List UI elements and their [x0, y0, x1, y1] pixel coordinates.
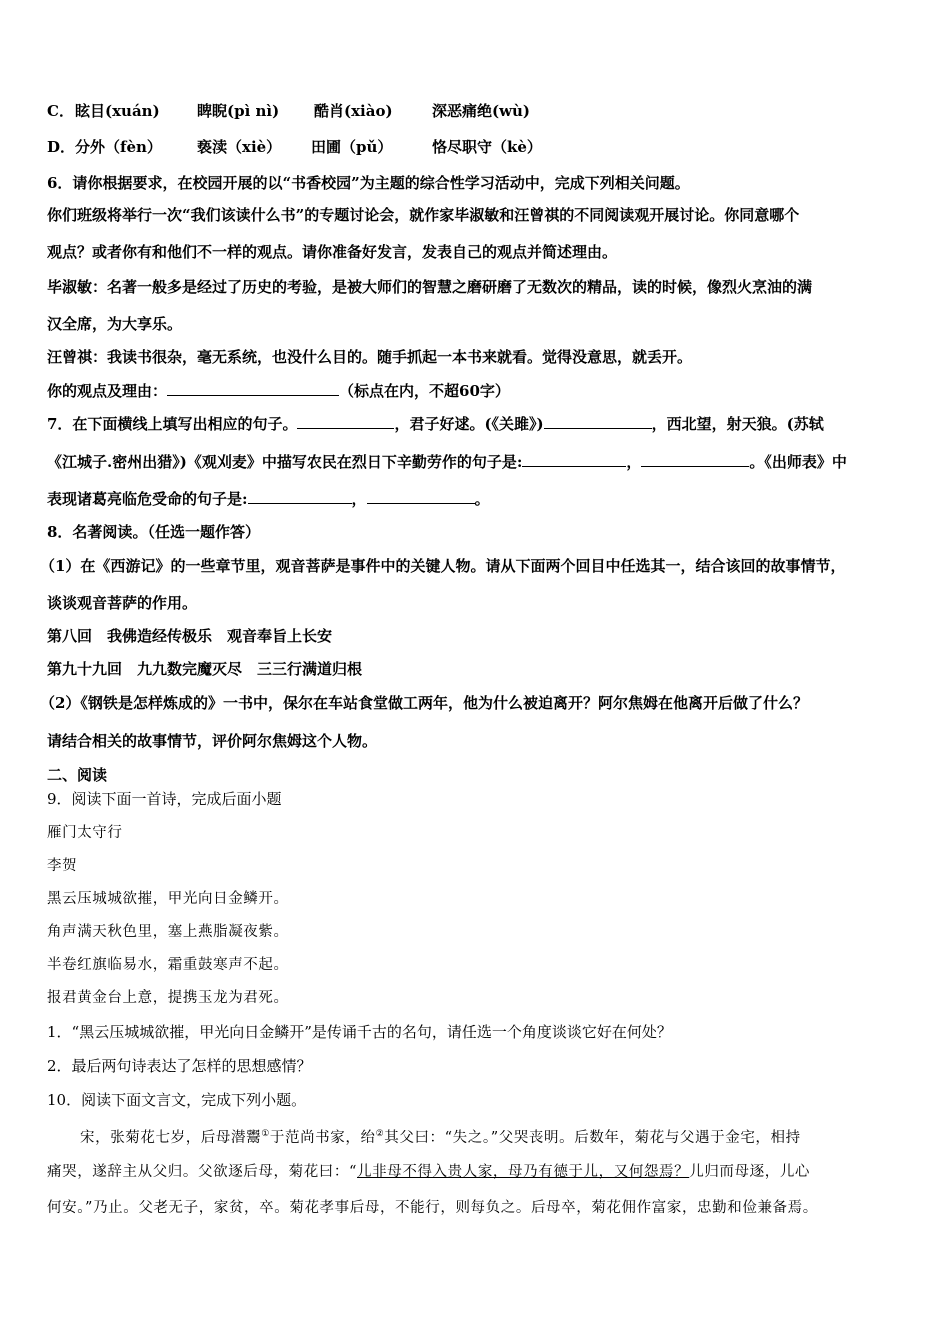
- q6-text: 汉全席，为大享乐。: [47, 315, 183, 333]
- q6-answer-line: [47, 380, 510, 402]
- q7-line: [47, 451, 847, 473]
- poem-line: 角声满天秋色里，塞上燕脂凝夜紫。: [47, 924, 289, 940]
- classical-text: 儿归而母逐，儿心: [689, 1164, 811, 1180]
- classical-text-line: 何安。”乃止。父老无子，家贫，卒。菊花孝事后母，不能行，则每负之。后母卒，菊花佣作富家，忠勤和俭兼备焉。: [47, 1200, 818, 1216]
- poem-line: 半卷红旗临易水，霜重鼓寒声不起。: [47, 957, 289, 973]
- fill-blank[interactable]: [522, 451, 626, 467]
- q8-part2: （2）《钢铁是怎样炼成的》一书中，保尔在车站食堂做工两年，他为什么被迫离开？阿尔焦姆在他离开后做了什么？: [40, 694, 808, 712]
- q7-text: ，: [351, 490, 367, 508]
- q7-text: ，: [626, 453, 642, 471]
- option-d-item: 田圃（pǔ）: [311, 138, 393, 156]
- q8-part2: 请结合相关的故事情节，评价阿尔焦姆这个人物。: [47, 732, 378, 750]
- fill-blank[interactable]: [544, 413, 652, 429]
- option-d-item: 分外（fèn）: [75, 138, 162, 156]
- q9-sub-question: 2．最后两句诗表达了怎样的思想感情？: [47, 1057, 312, 1075]
- poem-line: 报君黄金台上意，提携玉龙为君死。: [47, 990, 289, 1006]
- q8-part1: 谈谈观音菩萨的作用。: [47, 594, 198, 612]
- q7-text: 7．在下面横线上填写出相应的句子。: [47, 415, 298, 433]
- q6-answer-label: 你的观点及理由：: [47, 382, 168, 400]
- q7-text: 表现诸葛亮临危受命的句子是:: [47, 490, 248, 508]
- classical-text-line: [80, 1123, 801, 1149]
- option-d-label: D．: [47, 138, 76, 156]
- classical-text: 宋，张菊花七岁，后母潜鬻: [80, 1129, 262, 1146]
- option-d: [47, 136, 542, 158]
- fill-blank[interactable]: [367, 488, 475, 504]
- underlined-sentence: 儿非母不得入贵人家，母乃有德于儿，又何怨焉？: [357, 1164, 690, 1180]
- q7-text: 。: [474, 490, 490, 508]
- option-c-label: C．: [47, 102, 74, 120]
- option-c-item: 睥睨(pì nì): [197, 102, 280, 120]
- option-d-item: 亵渎（xiè）: [197, 138, 282, 156]
- q6-prompt: 6．请你根据要求，在校园开展的以“书香校园”为主题的综合性学习活动中，完成下列相关问题。: [47, 174, 690, 192]
- option-d-item: 恪尽职守（kè）: [432, 138, 542, 156]
- q9-sub-question: 1．“黑云压城城欲摧，甲光向日金鳞开”是传诵千古的名句，请任选一个角度谈谈它好在何处？: [47, 1023, 672, 1041]
- q7-text: 《江城子.密州出猎》)《观刈麦》中描写农民在烈日下辛勤劳作的句子是:: [47, 453, 523, 471]
- q6-text: 毕淑敏：名著一般多是经过了历史的考验，是被大师们的智慧之磨研磨了无数次的精品，读的时候，像烈火烹油的满: [47, 278, 813, 296]
- option-c: [47, 100, 530, 122]
- footnote-marker: ①: [261, 1129, 270, 1139]
- q6-text: 观点？或者你有和他们不一样的观点。请你准备好发言，发表自己的观点并简述理由。: [47, 243, 618, 261]
- chapter-title: 第九十九回 九九数完魔灭尽 三三行满道归根: [47, 660, 363, 678]
- fill-blank[interactable]: [297, 413, 394, 429]
- footnote-marker: ②: [375, 1129, 385, 1139]
- option-c-item: 眩目(xuán): [75, 102, 160, 120]
- classical-text: 痛哭，遂辞主从父归。父欲逐后母，菊花曰：“: [47, 1164, 358, 1180]
- q6-text: 汪曾祺：我读书很杂，毫无系统，也没什么目的。随手抓起一本书来就看。觉得没意思，就丢开。: [47, 348, 693, 366]
- fill-blank[interactable]: [248, 488, 352, 504]
- option-c-item: 深恶痛绝(wù): [432, 102, 531, 120]
- q9-intro: 9．阅读下面一首诗，完成后面小题: [47, 790, 282, 808]
- q10-intro: 10．阅读下面文言文，完成下列小题。: [47, 1091, 307, 1109]
- q7-line: [47, 488, 490, 510]
- classical-text: 于范尚书家，绐: [269, 1129, 376, 1146]
- q7-text: ，君子好逑。(《关雎》): [394, 415, 544, 433]
- section-heading: 二、阅读: [47, 766, 108, 784]
- poem-line: 黑云压城城欲摧，甲光向日金鳞开。: [47, 891, 289, 907]
- q8-title: 8．名著阅读。（任选一题作答）: [47, 523, 260, 541]
- fill-blank[interactable]: [641, 451, 749, 467]
- q6-text: 你们班级将举行一次“我们该读什么书”的专题讨论会，就作家毕淑敏和汪曾祺的不同阅读观开展讨论。你同意哪个: [47, 206, 800, 224]
- q7-text: 。《出师表》中: [749, 453, 847, 471]
- q8-part1: （1）在《西游记》的一些章节里，观音菩萨是事件中的关键人物。请从下面两个回目中任选其一，结合该回的故事情节，: [40, 557, 846, 575]
- classical-text-line: [47, 1161, 810, 1183]
- option-c-item: 酷肖(xiào): [314, 102, 393, 120]
- chapter-title: 第八回 我佛造经传极乐 观音奉旨上长安: [47, 627, 333, 645]
- poem-author: 李贺: [47, 858, 78, 874]
- q6-answer-note: （标点在内，不超60字）: [339, 382, 510, 400]
- q7-line: [47, 413, 824, 435]
- classical-text: 其父曰：“失之。”父哭丧明。后数年，菊花与父遇于金宅，相持: [384, 1129, 801, 1146]
- poem-title: 雁门太守行: [47, 825, 123, 841]
- q7-text: ，西北望，射天狼。(苏轼: [651, 415, 824, 433]
- answer-blank[interactable]: [167, 380, 339, 396]
